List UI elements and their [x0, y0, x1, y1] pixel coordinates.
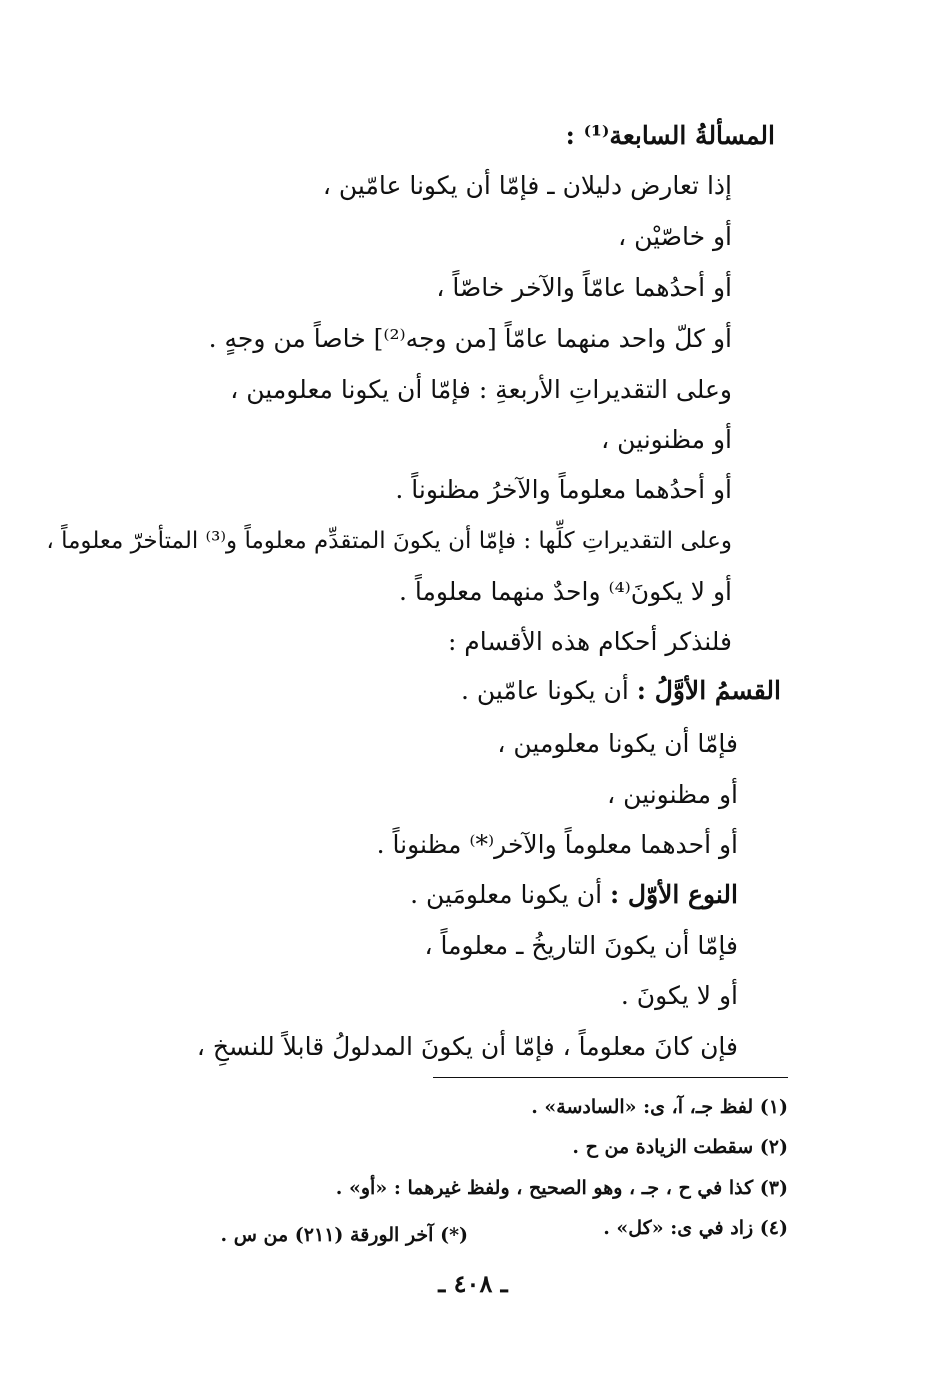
- text-line: وعلى التقديراتِ الأربعةِ : فإمّا أن يكونا معلومين ،: [230, 375, 732, 404]
- text-line: أو أحدُهما عامّاً والآخر خاصّاً ،: [436, 273, 732, 302]
- text-line: فلنذكر أحكام هذه الأقسام :: [447, 627, 732, 656]
- text-line: إذا تعارض دليلان ـ فإمّا أن يكونا عامّين ،: [322, 171, 732, 200]
- footnote: (١) لفظ جـ، آ، ى: «السادسة» .: [531, 1096, 788, 1118]
- text-line: فإمّا أن يكونا معلومين ،: [497, 729, 738, 758]
- text-line: أو خاصّيْن ،: [618, 222, 732, 251]
- section-heading: المسألةُ السابعة⁽¹⁾ :: [565, 121, 775, 150]
- text-line: فإمّا أن يكونَ التاريخُ ـ معلوماً ،: [424, 931, 738, 960]
- footnote: (٢) سقطت الزيادة من ح .: [572, 1136, 788, 1158]
- section-line: [461, 673, 781, 709]
- text-line: وعلى التقديراتِ كلِّها : فإمّا أن يكونَ المتقدِّم معلوماً و⁽³⁾ المتأخرّ معلوماً ،: [46, 528, 732, 554]
- text-line: أو مظنونين ،: [601, 425, 732, 454]
- footnote-divider: [433, 1077, 788, 1078]
- type-text: أن يكونا معلومَين .: [410, 880, 603, 909]
- text-line: أو أحدُهما معلوماً والآخرُ مظنوناً .: [395, 475, 732, 504]
- section-label: القسمُ الأوَّلُ :: [636, 676, 781, 705]
- text-line: أو أحدهما معلوماً والآخر⁽*⁾ مظنوناً .: [376, 830, 738, 859]
- footnote: (٣) كذا في ح ، جـ ، وهو الصحيح ، ولفظ غيرهما : «أو» .: [335, 1177, 788, 1199]
- text-line: أو لا يكونَ .: [620, 981, 738, 1010]
- page-number: ـ ٤٠٨ ـ: [438, 1269, 508, 1298]
- text-line: فإن كانَ معلوماً ، فإمّا أن يكونَ المدلولُ قابلاً للنسخِ ،: [196, 1032, 738, 1061]
- type-line: [410, 877, 738, 913]
- text-line: أو مظنونين ،: [607, 780, 738, 809]
- footnote: (٤) زاد في ى: «كل» .: [603, 1217, 788, 1239]
- section-text: أن يكونا عامّين .: [460, 676, 629, 705]
- text-line: أو لا يكونَ⁽⁴⁾ واحدٌ منهما معلوماً .: [398, 577, 732, 606]
- footnote: (*) آخر الورقة (٢١١) من س .: [220, 1224, 468, 1246]
- type-label: النوع الأوّل :: [609, 880, 738, 909]
- text-line: أو كلّ واحد منهما عامّاً [من وجه⁽²⁾] خاصاً من وجهٍ .: [208, 324, 732, 353]
